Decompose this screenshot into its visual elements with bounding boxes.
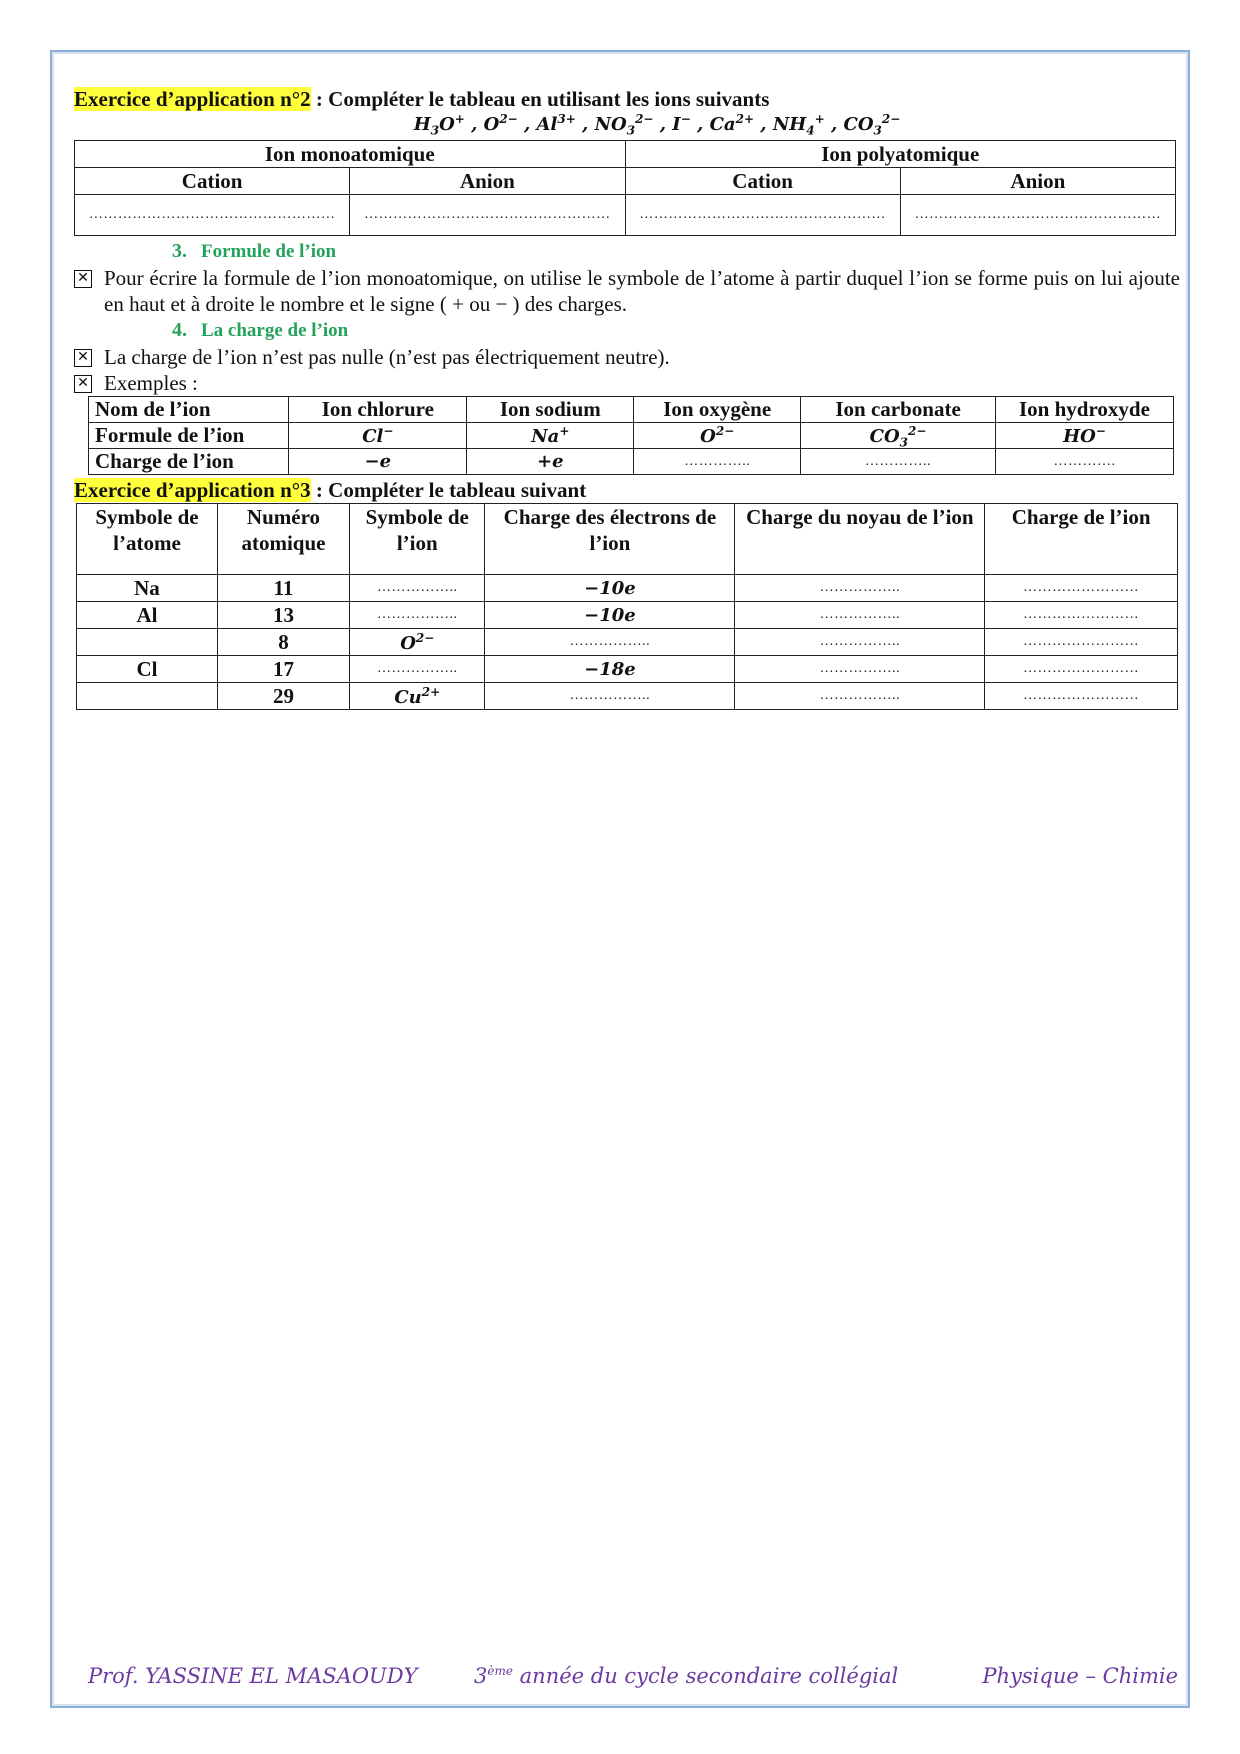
checkbox-icon: ✕ <box>74 349 92 367</box>
row-label: Formule de l’ion <box>89 423 289 449</box>
formula-sup: 2− <box>715 424 735 438</box>
ion-formula <box>394 684 441 708</box>
table-row <box>77 683 1178 710</box>
header-cation: Cation <box>75 168 350 195</box>
ion-formula <box>843 112 901 138</box>
ion-charge[interactable]: …………………… <box>985 656 1178 683</box>
formula-base: CO <box>843 114 874 135</box>
formula-sup: 2+ <box>735 112 754 126</box>
formula-sub: 3 <box>626 123 636 138</box>
blank-cell[interactable]: …………………………………………… <box>75 195 350 236</box>
exercise3-heading <box>74 477 1180 503</box>
ion-formula <box>594 112 654 138</box>
separator: , <box>824 114 844 135</box>
formula-base: H <box>413 114 431 135</box>
ion-charge[interactable]: …………………… <box>985 683 1178 710</box>
formula-base: HO <box>1063 426 1096 447</box>
table-row <box>77 656 1178 683</box>
formula-base: O <box>700 426 716 447</box>
formula-base: CO <box>869 426 900 447</box>
exercise2-table <box>74 140 1176 236</box>
column-header: Charge des électrons de l’ion <box>485 504 735 575</box>
formula-base: Al <box>536 114 558 135</box>
ion-symbol[interactable]: …………….. <box>350 602 485 629</box>
blank-cell[interactable]: …………………………………………… <box>625 195 900 236</box>
formula-base: Na <box>531 426 560 447</box>
ion-formula <box>531 426 569 447</box>
separator: , <box>690 114 710 135</box>
footer-level <box>474 1664 898 1688</box>
formula-base: Cl <box>362 426 384 447</box>
blank-cell[interactable]: …………………………………………… <box>350 195 625 236</box>
exercise2-heading <box>74 86 1180 112</box>
section4-bullet-2 <box>74 370 1180 396</box>
ion-name: Ion sodium <box>467 397 634 423</box>
ion-name: Ion chlorure <box>289 397 467 423</box>
electron-charge[interactable]: …………….. <box>485 683 735 710</box>
section3-title <box>172 238 1180 265</box>
column-header: Symbole de l’atome <box>77 504 218 575</box>
ion-formula <box>869 424 927 450</box>
footer-level-sup: ème <box>487 1664 513 1678</box>
ion-symbol <box>350 629 485 656</box>
ion-formula <box>710 114 754 135</box>
formula-sup: + <box>454 112 465 126</box>
atomic-number: 8 <box>217 629 349 656</box>
section3-number: 3. <box>172 240 187 262</box>
electron-charge[interactable]: …………….. <box>485 629 735 656</box>
document-body <box>74 86 1180 710</box>
ion-symbol[interactable]: …………….. <box>350 575 485 602</box>
row-label: Nom de l’ion <box>89 397 289 423</box>
ion-charge: +e <box>467 449 634 475</box>
ion-charge[interactable]: …………………… <box>985 575 1178 602</box>
nucleus-charge[interactable]: …………….. <box>735 575 985 602</box>
nucleus-charge[interactable]: …………….. <box>735 629 985 656</box>
table-row <box>89 449 1174 475</box>
examples-table <box>88 396 1174 475</box>
formula-sup: − <box>1095 424 1106 438</box>
ion-name: Ion oxygène <box>634 397 801 423</box>
formula-sup: + <box>814 112 825 126</box>
ion-formula <box>362 426 393 447</box>
header-anion: Anion <box>900 168 1175 195</box>
ion-charge: −e <box>289 449 467 475</box>
separator: , <box>517 114 537 135</box>
ion-formula-cell <box>995 423 1173 449</box>
checkbox-icon: ✕ <box>74 270 92 288</box>
formula-sup: − <box>680 112 691 126</box>
formula-base: I <box>672 114 681 135</box>
formula-sup: − <box>383 424 394 438</box>
table-row <box>77 602 1178 629</box>
exercise2-label: Exercice d’application n°2 <box>74 87 311 111</box>
atom-symbol <box>77 683 218 710</box>
electron-charge: −10e <box>485 575 735 602</box>
exercise2-instruction: : Compléter le tableau en utilisant les ions suivants <box>310 87 770 111</box>
column-header: Numéro atomique <box>217 504 349 575</box>
section4-title <box>172 317 1180 344</box>
ion-formula <box>672 114 690 135</box>
formula-sup: 2− <box>499 112 518 126</box>
formula-base: O <box>400 632 416 654</box>
ion-formula <box>413 112 465 138</box>
row-label: Charge de l’ion <box>89 449 289 475</box>
ion-formula-cell <box>467 423 634 449</box>
formula-sup: 2− <box>908 424 927 438</box>
separator: , <box>754 114 773 135</box>
footer-level-rest: année du cycle secondaire collégial <box>512 1664 899 1688</box>
atom-symbol <box>77 629 218 656</box>
separator: , <box>575 114 595 135</box>
ion-name: Ion hydroxyde <box>995 397 1173 423</box>
section4-title-text: La charge de l’ion <box>201 320 349 341</box>
formula-base: NH <box>772 114 807 135</box>
separator: , <box>653 114 673 135</box>
ion-formula <box>1063 426 1106 447</box>
formula-sup: 2− <box>881 112 901 126</box>
atom-symbol: Cl <box>77 656 218 683</box>
footer-subject: Physique – Chimie <box>982 1664 1178 1688</box>
ion-charge: ………….. <box>801 449 996 475</box>
ion-formula <box>484 114 518 135</box>
atom-symbol: Al <box>77 602 218 629</box>
ion-formula <box>700 426 734 447</box>
column-header: Charge du noyau de l’ion <box>735 504 985 575</box>
formula-base: O <box>439 114 455 135</box>
ion-list <box>134 112 1180 138</box>
column-header: Charge de l’ion <box>985 504 1178 575</box>
formula-base: NO <box>594 114 627 135</box>
footer-author: Prof. YASSINE EL MASAOUDY <box>88 1664 418 1688</box>
section3-bullet <box>74 265 1180 317</box>
section3-text: Pour écrire la formule de l’ion monoatomique, on utilise le symbole de l’atome à partir duquel l’ion se forme puis on lui ajoute en haut et à droite le nombre et le signe ( + ou − ) des charges. <box>104 266 1180 316</box>
ion-formula <box>400 630 435 654</box>
formula-sub: 4 <box>806 123 815 138</box>
formula-base: O <box>483 114 500 135</box>
atomic-number: 17 <box>217 656 349 683</box>
ion-symbol <box>350 683 485 710</box>
formula-sup: 3+ <box>557 112 576 126</box>
ion-charge: …………. <box>995 449 1173 475</box>
nucleus-charge[interactable]: …………….. <box>735 683 985 710</box>
ion-formula-cell <box>634 423 801 449</box>
exercise3-instruction: : Compléter le tableau suivant <box>310 478 587 502</box>
footer-level-num: 3 <box>474 1664 488 1688</box>
atomic-number: 11 <box>217 575 349 602</box>
atomic-number: 13 <box>217 602 349 629</box>
ion-formula <box>772 112 825 138</box>
ion-charge: ………….. <box>634 449 801 475</box>
table-header-row <box>77 504 1178 575</box>
formula-base: Cu <box>394 686 422 708</box>
checkbox-icon: ✕ <box>74 375 92 393</box>
nucleus-charge[interactable]: …………….. <box>735 602 985 629</box>
header-monoatomic: Ion monoatomique <box>75 141 626 168</box>
formula-sup: 2− <box>635 112 654 126</box>
electron-charge: −10e <box>485 602 735 629</box>
ion-charge[interactable]: …………………… <box>985 629 1178 656</box>
atom-symbol: Na <box>77 575 218 602</box>
header-anion: Anion <box>350 168 625 195</box>
separator: , <box>464 114 484 135</box>
ion-formula-cell <box>289 423 467 449</box>
formula-base: Ca <box>709 114 736 135</box>
electron-charge: −18e <box>485 656 735 683</box>
section4-bullet-1 <box>74 344 1180 370</box>
header-cation: Cation <box>625 168 900 195</box>
section4-number: 4. <box>172 319 187 341</box>
blank-cell[interactable]: …………………………………………… <box>900 195 1175 236</box>
section3-title-text: Formule de l’ion <box>201 241 337 262</box>
ion-formula <box>537 114 576 135</box>
ion-symbol[interactable]: …………….. <box>350 656 485 683</box>
header-polyatomic: Ion polyatomique <box>625 141 1176 168</box>
nucleus-charge[interactable]: …………….. <box>735 656 985 683</box>
table-row <box>77 575 1178 602</box>
exercise3-label: Exercice d’application n°3 <box>74 478 311 502</box>
formula-sup: 2+ <box>421 684 441 699</box>
section4-text2: Exemples : <box>104 371 198 395</box>
ion-formula-cell <box>801 423 996 449</box>
ion-charge[interactable]: …………………… <box>985 602 1178 629</box>
formula-sup: + <box>559 424 570 438</box>
formula-sub: 3 <box>899 435 909 450</box>
table-row <box>77 629 1178 656</box>
table-row <box>89 423 1174 449</box>
exercise3-table <box>76 503 1178 710</box>
formula-sub: 3 <box>430 123 440 138</box>
column-header: Symbole de l’ion <box>350 504 485 575</box>
table-row <box>89 397 1174 423</box>
section4-text1: La charge de l’ion n’est pas nulle (n’est pas électriquement neutre). <box>104 345 670 369</box>
ion-name: Ion carbonate <box>801 397 996 423</box>
formula-sup: 2− <box>415 630 435 645</box>
formula-sub: 3 <box>873 123 882 138</box>
atomic-number: 29 <box>217 683 349 710</box>
